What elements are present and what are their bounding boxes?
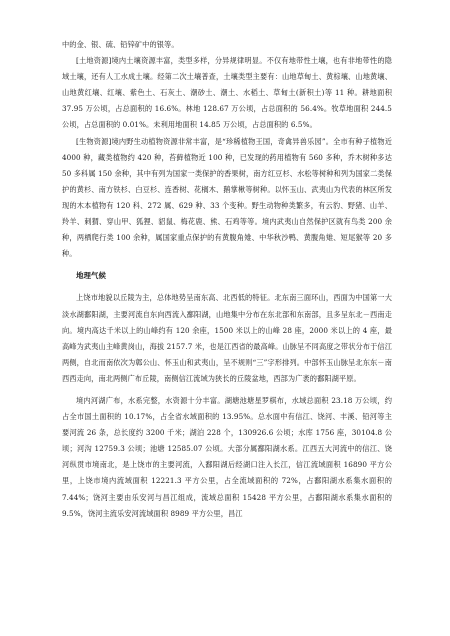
section-heading-geography-climate: 地理气候: [76, 271, 106, 281]
paragraph-landform: 上饶市地貌以丘陵为主，总体地势呈南东高、北西低的特征。北东南三面环山，西面为中国第一大淡水湖鄱阳湖，主要河流自东向西流入鄱阳湖，山地集中分布在东北部和东南部，且多呈东北－西南走向。境内高达千米以上的山峰约有 120 余座，1500 米以上的山峰 28 座，2000 米以上的 4 座，最高峰为武夷山主峰黄岗山，海拔 2157.7 米，也是江西省的最高峰。山脉呈不同高度之带状分布于信江两侧，自北而南依次为鄣公山、怀玉山和武夷山，呈不规则“三”字形排列。中部怀玉山脉呈北东东－南西西走向，南北两侧广布丘陵，南侧信江流域为狭长的丘陵盆地，西部为广袤的鄱阳湖平原。: [62, 293, 392, 383]
document-body: [62, 37, 392, 522]
paragraph-minerals-tail: 中的金、银、硫、铅锌矿中的银等。: [62, 40, 179, 49]
paragraph-biological-resources: [生物资源]境内野生动植物资源非常丰富，是“珍稀植物王国，奇禽异兽乐园”。全市有种子植物近 4000 种，藏类植物约 420 种，苔藓植物近 100 种，已发现的药用植物有 560 多种，乔木树种多达 50 多科属 150 余种，其中有列为国家一类保护的香果树，南方红豆杉、水松等树种和列为国家二类保护的黄杉、南方铁杉、白豆杉、连香树、花榈木、鹅掌楸等树种。以怀玉山、武夷山为代表的林区所发现的木本植物有 120 科、272 属、629 种、33 个变种。野生动物种类繁多，有云豹、野猪、山羊、羚羊、刺猬、穿山甲、狐狸、貂鼠、梅花鹿、熊、石鸡等等。境内武夷山自然保护区就有鸟类 200 余种，两栖爬行类 100 余种，属国家重点保护的有黄腹角雉、中华秋沙鸭、黄腹角雉、短尾猴等 20 多种。: [62, 136, 392, 259]
paragraph-land-resources: [土地资源]境内土壤资源丰富，类型多样，分异规律明显。不仅有地带性土壤，也有非地带性的隐域土壤，还有人工水成土壤。经第二次土壤普查，土壤类型主要有：山地草甸土、黄棕壤、山地黄壤、山地黄红壤、红壤、紫色土、石灰土、潮砂土、潮土、水稻土、草甸土(新积土)等 11 种。耕地面积 37.95 万公顷，占总面积的 16.6%。林地 128.67 万公顷，占总面积的 56.4%。牧草地面积 244.5 公顷，占总面积的 0.01%。未利用地面积 14.85 万公顷，占总面积的 6.5%。: [62, 56, 392, 130]
paragraph-water-resources: 境内河湖广布，水系完整，水资源十分丰富。湖塘池塘星罗棋布，水域总面积 23.18 万公顷，约占全市国土面积的 10.17%，占全省水域面积的 13.95%。总水面中有信江、饶河、丰溪、铅河等主要河流 26 条，总长度约 3200 千米；湖泊 228 个，130926.6 公顷；水库 1756 座，30104.8 公顷；河沟 12759.3 公顷；池塘 12585.07 公顷。大部分属鄱阳湖水系。江西五大河流中的信江、饶河纵贯市境南北，是上饶市的主要河流，入鄱阳湖后经湖口注入长江，信江流域面积 16890 平方公里，上饶市境内流域面积 12221.3 平方公里，占全流域面积的 72%，占鄱阳湖水系集水面积的 7.44%；饶河主要由乐安河与昌江组成，流域总面积 15428 平方公里，占鄱阳湖水系集水面积的 9.5%，饶河主流乐安河流域面积 8989 平方公里，昌江: [62, 395, 392, 518]
